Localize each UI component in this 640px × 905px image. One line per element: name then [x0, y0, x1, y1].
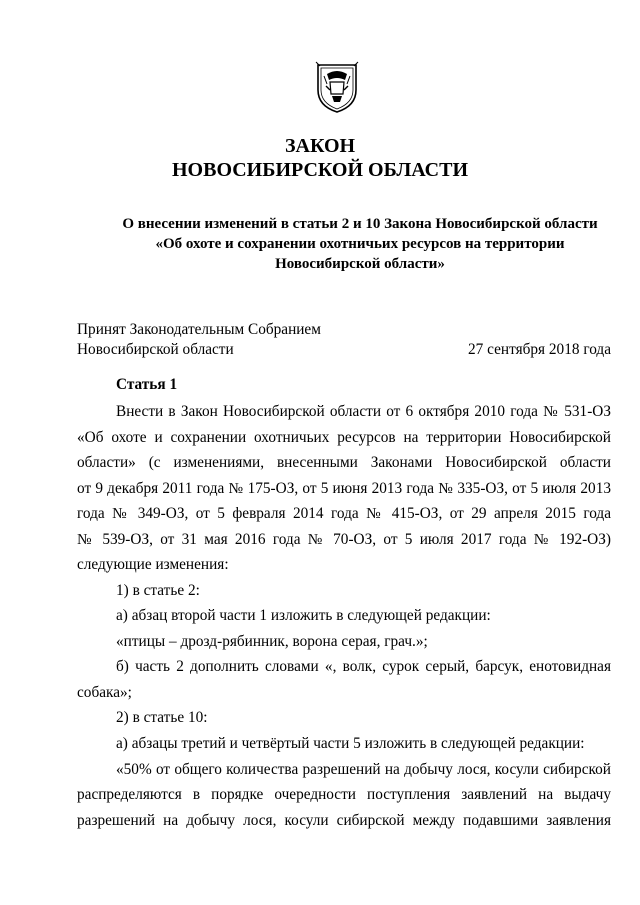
article-line: 2) в статье 10:	[116, 709, 208, 726]
adoption-line1: Принят Законодательным Собранием	[77, 321, 321, 338]
article-line: распределяются в порядке очередности поступления заявлений на выдачу	[77, 786, 611, 803]
article-line: а) абзацы третий и четвёртый части 5 изложить в следующей редакции:	[116, 735, 585, 752]
adoption-date: 27 сентября 2018 года	[468, 341, 611, 358]
law-subtitle-line3: Новосибирской области»	[275, 256, 445, 272]
article-line: а) абзац второй части 1 изложить в следующей редакции:	[116, 607, 491, 624]
article-line: года № 349-ОЗ, от 5 февраля 2014 года № 415-ОЗ, от 29 апреля 2015 года	[77, 505, 611, 522]
article-line: б) часть 2 дополнить словами «, волк, сурок серый, барсук, енотовидная	[116, 658, 611, 675]
law-subtitle-line2: «Об охоте и сохранении охотничьих ресурсов на территории	[155, 236, 565, 252]
article-line: следующие изменения:	[77, 556, 229, 573]
article-line: № 539-ОЗ, от 31 мая 2016 года № 70-ОЗ, от 5 июля 2017 года № 192-ОЗ)	[77, 531, 611, 548]
document-title-line1: ЗАКОН	[284, 135, 356, 157]
article-line: Внести в Закон Новосибирской области от 6 октября 2010 года № 531-ОЗ	[116, 403, 611, 420]
article-line: разрешений на добычу лося, косули сибирской между подавшими заявления	[77, 812, 611, 829]
law-subtitle-line1: О внесении изменений в статьи 2 и 10 Закона Новосибирской области	[122, 216, 598, 232]
coat-of-arms-emblem	[315, 60, 359, 114]
document-title-line2: НОВОСИБИРСКОЙ ОБЛАСТИ	[171, 159, 469, 181]
article-line: «50% от общего количества разрешений на добычу лося, косули сибирской	[116, 761, 611, 778]
article-line: 1) в статье 2:	[116, 582, 200, 599]
article-line: области» (с изменениями, внесенными Законами Новосибирской области	[77, 454, 611, 471]
article-line: от 9 декабря 2011 года № 175-ОЗ, от 5 июня 2013 года № 335-ОЗ, от 5 июля 2013	[77, 480, 611, 497]
article-line: «птицы – дрозд-рябинник, ворона серая, грач.»;	[116, 633, 428, 650]
adoption-line2: Новосибирской области	[77, 341, 234, 358]
article-heading: Статья 1	[116, 376, 178, 393]
article-line: «Об охоте и сохранении охотничьих ресурсов на территории Новосибирской	[77, 429, 611, 446]
article-line: собака»;	[77, 684, 132, 701]
